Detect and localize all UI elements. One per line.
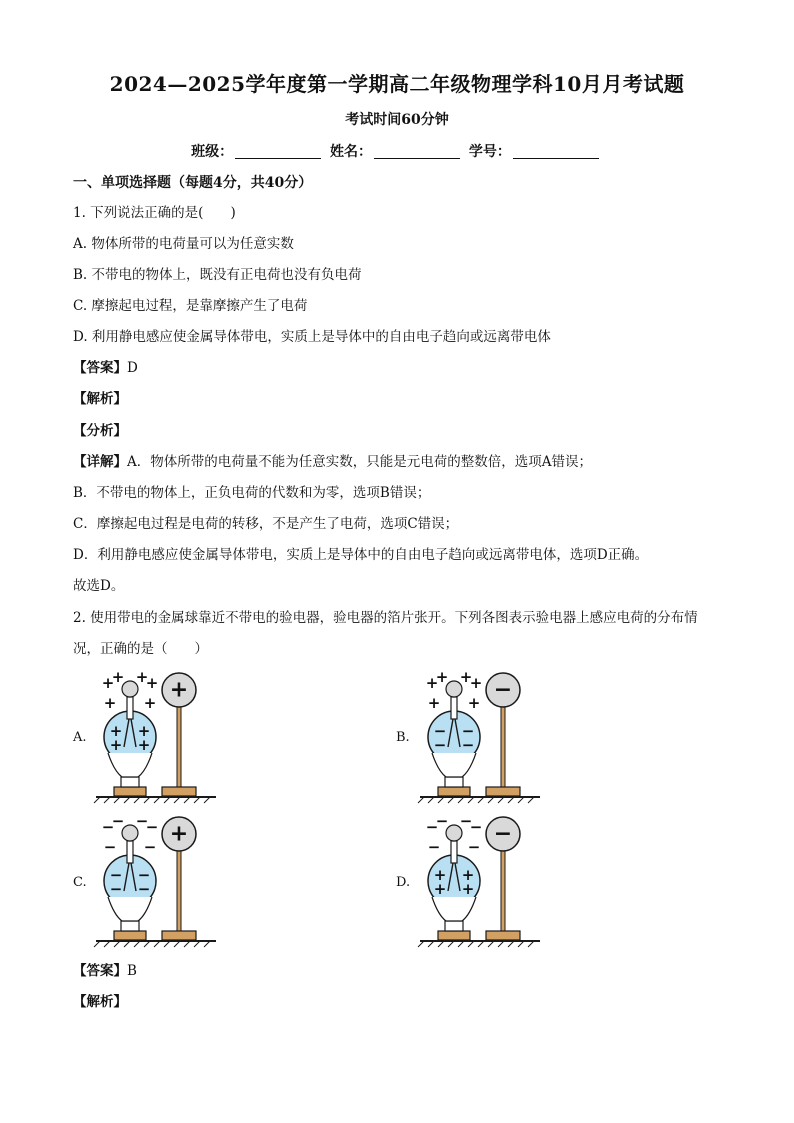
leaf-charge-sign: + — [109, 736, 123, 754]
leaf-charge-sign: + — [137, 736, 151, 754]
q1-detail-line-d: D．利用静电感应使金属导体带电，实质上是导体中的自由电子趋向或远离带电体，选项D正确。 — [73, 547, 649, 563]
ball-stand-base — [162, 931, 196, 940]
exam-duration: 考试时间60分钟 — [345, 112, 449, 128]
cap-charge-sign: − — [135, 812, 149, 830]
q2-figure-b — [418, 668, 548, 803]
q1-detail-line-a: A．物体所带的电荷量不能为任意实数，只能是元电荷的整数倍，选项A错误； — [127, 454, 592, 470]
electroscope-stand — [121, 921, 139, 931]
q1-detail-row — [73, 453, 592, 471]
jar-neck — [108, 897, 152, 921]
jar-neck — [108, 753, 152, 777]
q1-conclusion: 故选D。 — [73, 578, 125, 594]
student-info-row — [0, 141, 794, 161]
electroscope-base — [114, 787, 146, 796]
answer-tag: 【答案】 — [73, 360, 127, 376]
detail-tag: 【详解】 — [73, 454, 127, 470]
cap-charge-sign: − — [467, 838, 481, 856]
cap-charge-sign: + — [427, 694, 441, 712]
cap-charge-sign: − — [111, 812, 125, 830]
ball-stand-base — [486, 787, 520, 796]
answer-tag: 【答案】 — [73, 963, 127, 979]
cap-charge-sign: + — [143, 694, 157, 712]
ball-stand-pole — [501, 707, 505, 787]
cap-charge-sign: + — [145, 674, 159, 692]
q2-answer: B — [127, 963, 137, 979]
cap-charge-sign: − — [425, 818, 439, 836]
ball-charge-sign: − — [493, 677, 513, 703]
cap-charge-sign: − — [469, 818, 483, 836]
leaf-charge-sign: − — [461, 736, 475, 754]
leaf-charge-sign: + — [461, 880, 475, 898]
cap-charge-sign: + — [467, 694, 481, 712]
leaf-charge-sign: − — [137, 880, 151, 898]
q1-detail-line-b: B．不带电的物体上，正负电荷的代数和为零，选项B错误； — [73, 485, 431, 501]
q2-figure-a-label: A. — [73, 730, 87, 745]
q2-figure-d — [418, 812, 548, 947]
leaf-charge-sign: − — [461, 722, 475, 740]
electroscope-rod — [127, 841, 133, 863]
electroscope-rod — [127, 697, 133, 719]
cap-charge-sign: + — [459, 668, 473, 686]
cap-charge-sign: − — [435, 812, 449, 830]
q2-figure-b-label: B. — [396, 730, 410, 745]
leaf-charge-sign: − — [433, 722, 447, 740]
class-blank[interactable] — [235, 144, 321, 159]
exam-title: 2024—2025学年度第一学期高二年级物理学科10月月考试题 — [109, 72, 685, 96]
cap-charge-sign: + — [425, 674, 439, 692]
q1-answer-row — [73, 359, 138, 377]
q1-option-c: C. 摩擦起电过程，是靠摩擦产生了电荷 — [73, 298, 308, 314]
cap-charge-sign: − — [459, 812, 473, 830]
leaf-charge-sign: − — [109, 880, 123, 898]
electroscope-base — [438, 931, 470, 940]
q2-figure-c — [94, 812, 224, 947]
electroscope-rod — [451, 841, 457, 863]
electroscope-stand — [445, 921, 463, 931]
section-heading: 一、单项选择题（每题4分，共40分） — [73, 175, 313, 191]
student-id-blank[interactable] — [513, 144, 599, 159]
leaf-charge-sign: − — [433, 736, 447, 754]
ball-stand-base — [486, 931, 520, 940]
q2-answer-row — [73, 962, 137, 980]
electroscope-rod — [451, 697, 457, 719]
electroscope-base — [438, 787, 470, 796]
cap-charge-sign: − — [145, 818, 159, 836]
name-label: 姓名： — [330, 144, 372, 160]
electroscope-stand — [445, 777, 463, 787]
cap-charge-sign: + — [135, 668, 149, 686]
leaf-charge-sign: + — [137, 722, 151, 740]
cap-charge-sign: + — [111, 668, 125, 686]
q1-option-a: A. 物体所带的电荷量可以为任意实数 — [73, 236, 294, 252]
cap-charge-sign: + — [469, 674, 483, 692]
q2-figure-c-label: C. — [73, 875, 87, 890]
ball-stand-base — [162, 787, 196, 796]
cap-charge-sign: − — [103, 838, 117, 856]
ball-charge-sign: + — [169, 821, 189, 847]
ball-charge-sign: + — [169, 677, 189, 703]
jar-neck — [432, 897, 476, 921]
ball-stand-pole — [501, 851, 505, 931]
q1-option-d: D. 利用静电感应使金属导体带电，实质上是导体中的自由电子趋向或远离带电体 — [73, 329, 551, 345]
leaf-charge-sign: − — [109, 866, 123, 884]
q1-answer: D — [127, 360, 138, 376]
q1-fenxi-tag: 【分析】 — [73, 423, 127, 439]
q2-analysis-tag: 【解析】 — [73, 994, 127, 1010]
q1-analysis-tag: 【解析】 — [73, 391, 127, 407]
ball-stand-pole — [177, 851, 181, 931]
leaf-charge-sign: + — [433, 880, 447, 898]
ball-stand-pole — [177, 707, 181, 787]
q1-option-b: B. 不带电的物体上，既没有正电荷也没有负电荷 — [73, 267, 362, 283]
jar-neck — [432, 753, 476, 777]
leaf-charge-sign: + — [109, 722, 123, 740]
cap-charge-sign: + — [103, 694, 117, 712]
ball-charge-sign: − — [493, 821, 513, 847]
leaf-charge-sign: − — [137, 866, 151, 884]
cap-charge-sign: + — [101, 674, 115, 692]
student-id-label: 学号： — [468, 144, 511, 160]
q1-stem: 1. 下列说法正确的是( ) — [73, 205, 236, 221]
cap-charge-sign: + — [435, 668, 449, 686]
leaf-charge-sign: + — [433, 866, 447, 884]
name-blank[interactable] — [374, 144, 460, 159]
q2-stem: 2. 使用带电的金属球靠近不带电的验电器，验电器的箔片张开。下列各图表示验电器上感应电荷的分布情况，正确的是（ ） — [73, 610, 698, 657]
leaf-charge-sign: + — [461, 866, 475, 884]
electroscope-stand — [121, 777, 139, 787]
q2-figure-d-label: D. — [396, 875, 411, 890]
electroscope-base — [114, 931, 146, 940]
q2-figure-a — [94, 668, 224, 803]
class-label: 班级： — [191, 144, 234, 160]
cap-charge-sign: − — [427, 838, 441, 856]
cap-charge-sign: − — [143, 838, 157, 856]
cap-charge-sign: − — [101, 818, 115, 836]
q1-detail-line-c: C．摩擦起电过程是电荷的转移，不是产生了电荷，选项C错误； — [73, 516, 459, 532]
